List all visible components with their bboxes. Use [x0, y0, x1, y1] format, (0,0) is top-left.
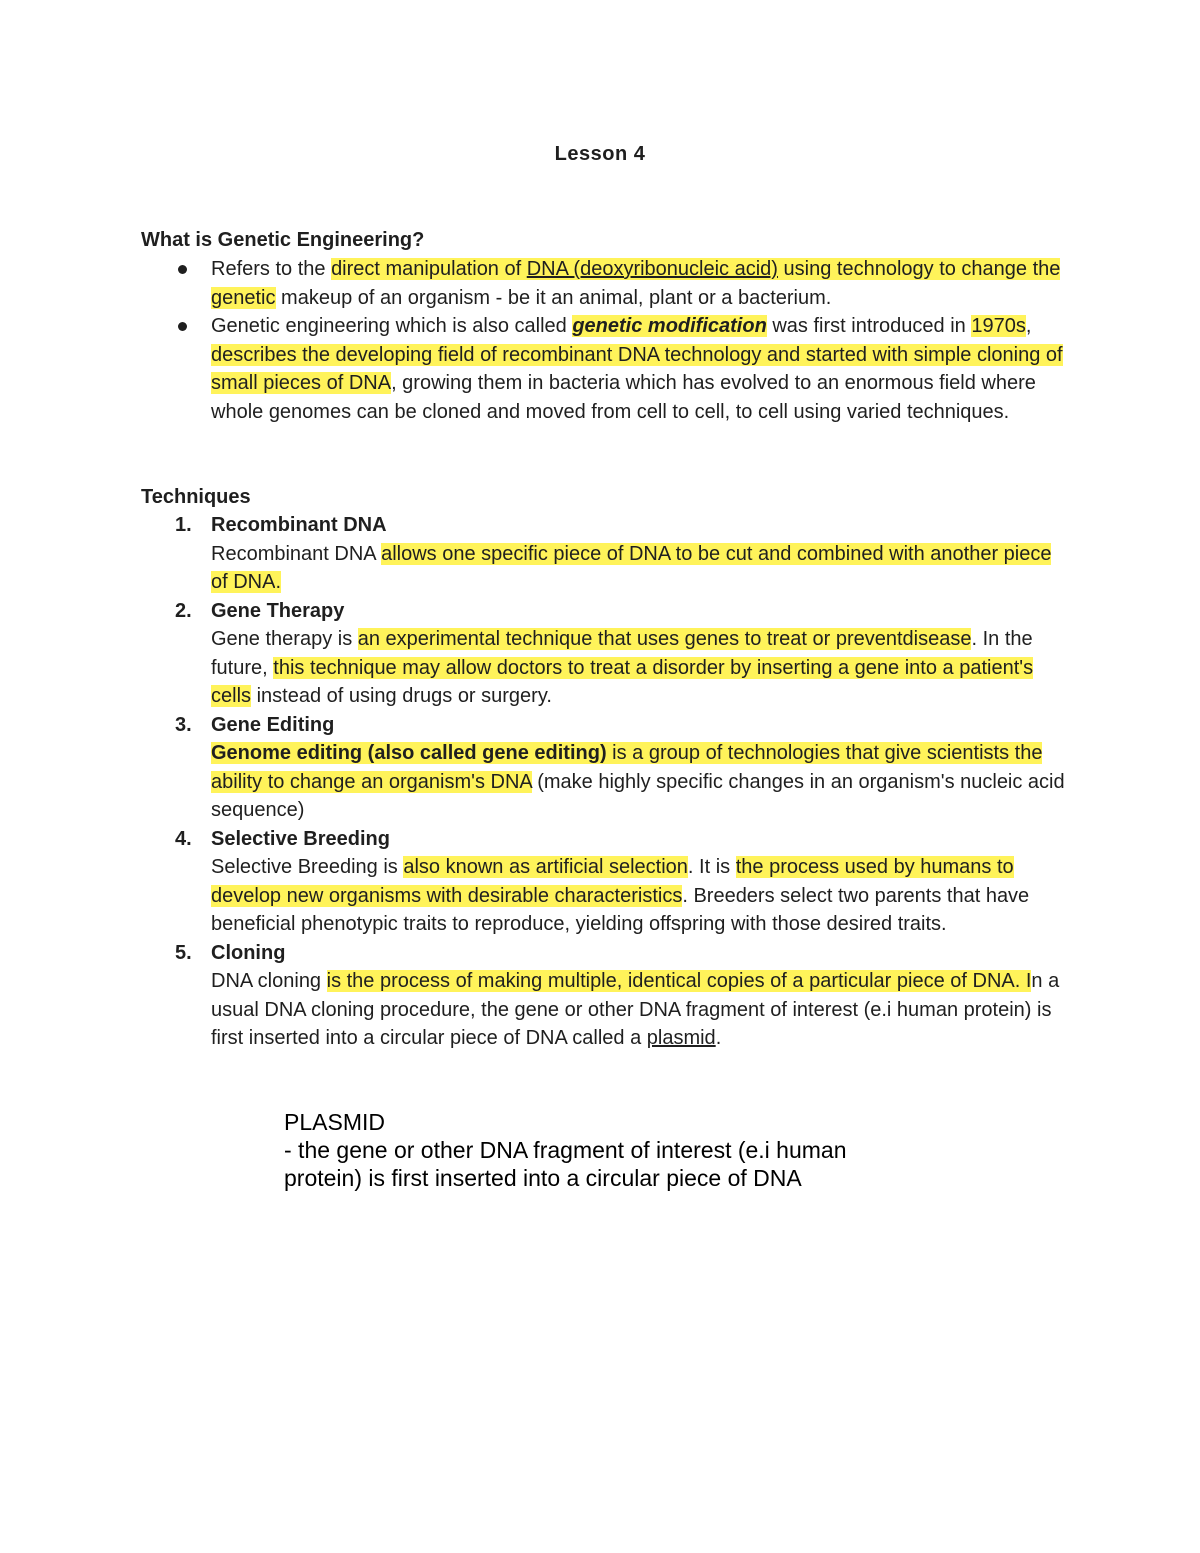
list-number: 4. [175, 827, 192, 850]
technique-title: Gene Editing [211, 713, 335, 736]
text-run: Genetic engineering which is also called [211, 315, 573, 337]
text-run: . [275, 571, 282, 593]
text-run: DNA cloning [211, 970, 327, 992]
bullet-dot-icon [178, 322, 187, 331]
text-run: , [1025, 315, 1032, 337]
highlighted-text: direct manipulation of [331, 258, 527, 280]
bold-italic-highlighted-text: genetic modification [572, 315, 767, 337]
list-number: 3. [175, 713, 192, 736]
highlighted-text: also known as artificial selection [403, 856, 688, 878]
bullet-item [0, 312, 1071, 426]
definition-bullet-list [0, 255, 1200, 426]
technique-item-selective-breeding [0, 825, 1071, 939]
technique-item-gene-editing [0, 711, 1071, 825]
technique-title: Selective Breeding [211, 827, 390, 850]
text-run: makeup of an organism - be it an animal, plant or a bacterium. [275, 286, 832, 309]
list-number: 2. [175, 599, 192, 622]
list-number: 1. [175, 514, 192, 536]
underlined-text: plasmid [646, 1027, 716, 1049]
highlighted-text: is a group of technologies that give scientists the ability to change an organism's DNA [211, 742, 1043, 793]
bullet-dot-icon [178, 265, 187, 274]
techniques-numbered-list [0, 511, 1200, 1053]
plasmid-heading: PLASMID [284, 1109, 385, 1135]
highlighted-text: using technology to change the genetic [211, 258, 1061, 309]
highlighted-text: describes the developing field of recombinant DNA technology and started with simple cloning of small pieces of DNA [211, 343, 1063, 394]
text-run: n a usual DNA cloning procedure, the gene or other DNA fragment of interest (e.i human protein) is first inserted into a circular piece of DNA called a [211, 970, 1060, 1049]
plasmid-body: - the gene or other DNA fragment of interest (e.i human protein) is first inserted into a circular piece of DNA [284, 1137, 847, 1191]
technique-item-cloning [0, 939, 1071, 1053]
highlighted-text: this technique may allow doctors to treat a disorder by inserting a gene into a patient's cells [211, 656, 1034, 707]
text-run: instead of using drugs or surgery. [251, 685, 552, 707]
text-run: Gene therapy is [211, 628, 358, 650]
plasmid-note [284, 1108, 924, 1192]
technique-item-recombinant-dna [0, 511, 1071, 597]
highlighted-text: an experimental technique that uses genes to treat or preventdisease [357, 628, 972, 650]
text-run: Recombinant DNA [211, 542, 382, 565]
bullet-item [0, 255, 1071, 312]
text-run: , growing them in bacteria which has evolved to an enormous field where whole genomes can be cloned and moved from cell to cell, to cell using varied techniques. [211, 372, 1036, 423]
page-title: Lesson 4 [554, 143, 646, 165]
text-run: . Breeders select two parents that have beneficial phenotypic traits to reproduce, yielding offspring with those desired traits. [211, 884, 1030, 935]
technique-title: Gene Therapy [211, 599, 345, 622]
highlighted-text: the process used by humans to develop new organisms with desirable characteristics [211, 856, 1014, 907]
technique-title: Cloning [211, 941, 286, 964]
section-heading-techniques: Techniques [141, 486, 251, 508]
text-run: was first introduced in [766, 315, 972, 337]
technique-item-gene-therapy [0, 597, 1071, 711]
bold-highlighted-text: Genome editing (also called gene editing) [211, 742, 607, 764]
highlighted-text: 1970s [971, 315, 1026, 337]
list-number: 5. [175, 941, 192, 964]
text-run: (make highly specific changes in an organism's nucleic acid sequence) [211, 770, 1065, 821]
text-run: Refers to the [211, 258, 332, 280]
technique-title: Recombinant DNA [211, 514, 387, 536]
highlighted-text: allows one specific piece of DNA to be cut and combined with another piece of DNA [211, 542, 1052, 593]
text-run: Selective Breeding is [211, 856, 404, 878]
section-heading-genetic-engineering: What is Genetic Engineering? [141, 229, 425, 251]
highlighted-text: is the process of making multiple, identical copies of a particular piece of DNA. I [326, 970, 1032, 992]
text-run: . [715, 1027, 722, 1049]
text-run: . It is [687, 856, 736, 878]
text-run: . In the future, [211, 628, 1033, 679]
underlined-highlighted-text: DNA (deoxyribonucleic acid) [526, 258, 778, 280]
